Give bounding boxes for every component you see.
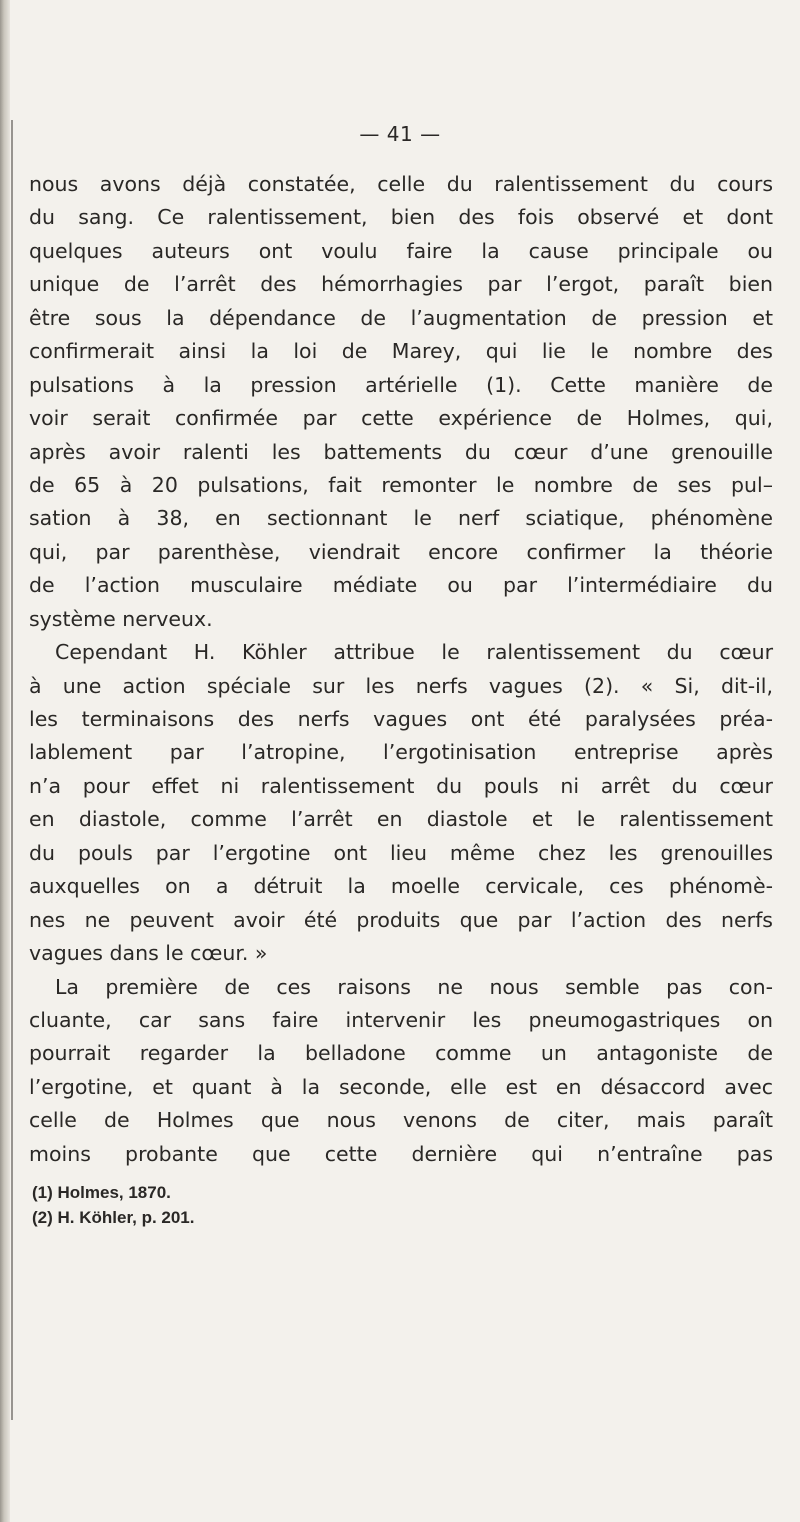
text-line: de l’action musculaire médiate ou par l’intermédiaire du: [29, 573, 773, 598]
text-line: à une action spéciale sur les nerfs vagues (2). « Si, dit-il,: [29, 673, 773, 698]
page-binding-edge: [0, 0, 10, 1522]
page-number: — 41 —: [359, 122, 441, 146]
text-line: moins probante que cette dernière qui n’entraîne pas: [29, 1141, 773, 1166]
text-line: pulsations à la pression artérielle (1). Cette manière de: [29, 372, 773, 397]
text-line: système nerveux.: [29, 606, 213, 631]
text-line: confirmerait ainsi la loi de Marey, qui lie le nombre des: [29, 339, 773, 364]
text-line: n’a pour effet ni ralentissement du pouls ni arrêt du cœur: [29, 773, 773, 798]
body-text: [29, 168, 773, 1171]
footnote: (1) Holmes, 1870.: [32, 1183, 171, 1202]
text-line: voir serait confirmée par cette expérience de Holmes, qui,: [29, 406, 773, 431]
text-line: nes ne peuvent avoir été produits que par l’action des nerfs: [29, 907, 773, 932]
text-line: pourrait regarder la belladone comme un antagoniste de: [29, 1041, 773, 1066]
text-line: quelques auteurs ont voulu faire la cause principale ou: [29, 238, 773, 263]
text-line: les terminaisons des nerfs vagues ont été paralysées préa-: [29, 707, 773, 731]
text-line: qui, par parenthèse, viendrait encore confirmer la théorie: [29, 539, 773, 564]
footnote: (2) H. Köhler, p. 201.: [32, 1208, 195, 1227]
text-line: après avoir ralenti les battements du cœur d’une grenouille: [29, 439, 773, 464]
text-line: nous avons déjà constatée, celle du ralentissement du cours: [29, 172, 773, 196]
text-line: du pouls par l’ergotine ont lieu même chez les grenouilles: [29, 840, 773, 865]
text-line: vagues dans le cœur. »: [29, 941, 268, 966]
text-line: en diastole, comme l’arrêt en diastole et le ralentissement: [29, 807, 773, 832]
text-line: Cependant H. Köhler attribue le ralentissement du cœur: [55, 640, 773, 665]
text-line: être sous la dépendance de l’augmentation de pression et: [29, 305, 773, 330]
text-line: l’ergotine, et quant à la seconde, elle est en désaccord avec: [29, 1074, 773, 1099]
text-line: celle de Holmes que nous venons de citer, mais paraît: [29, 1108, 773, 1133]
text-line: auxquelles on a détruit la moelle cervicale, ces phénomè-: [29, 874, 773, 899]
text-line: sation à 38, en sectionnant le nerf sciatique, phénomène: [29, 506, 773, 531]
text-line: de 65 à 20 pulsations, fait remonter le nombre de ses pul–: [29, 472, 773, 497]
text-line: unique de l’arrêt des hémorrhagies par l’ergot, paraît bien: [29, 272, 773, 297]
text-line: cluante, car sans faire intervenir les pneumogastriques on: [29, 1007, 773, 1032]
text-line: du sang. Ce ralentissement, bien des fois observé et dont: [29, 205, 773, 230]
text-line: lablement par l’atropine, l’ergotinisation entreprise après: [29, 740, 773, 765]
text-line: La première de ces raisons ne nous semble pas con-: [55, 974, 773, 999]
page-binding-shadow: [11, 120, 13, 1420]
footnotes: [32, 1180, 732, 1230]
